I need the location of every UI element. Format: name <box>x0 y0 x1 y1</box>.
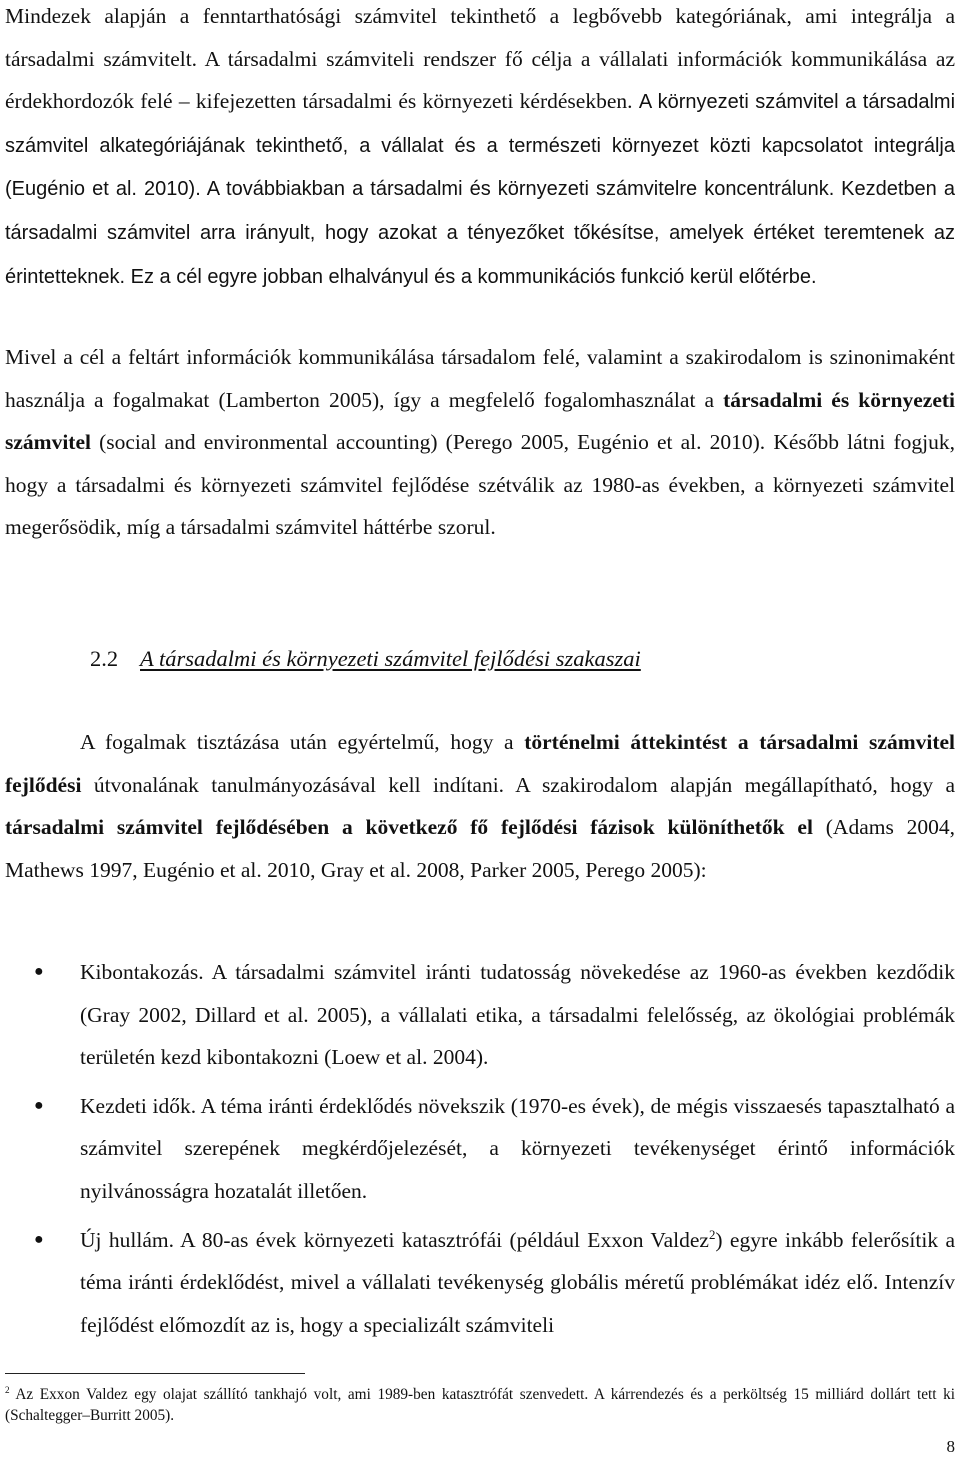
paragraph2-part-b: (social and environmental accounting) (Perego 2005, Eugénio et al. 2010). Később látni fogjuk, hogy a társadalmi és környezeti számvitel fejlődése szétválik az 1980-as években, a környezeti számvitel megerősödik, míg a társadalmi számvitel háttérbe szorul. <box>5 430 955 540</box>
paragraph3-part-c: (Adams 2004, Mathews 1997, Eugénio et al. 2010, Gray et al. 2008, Parker 2005, Perego 2005): <box>5 815 956 882</box>
section-title: A társadalmi és környezeti számvitel fejlődési szakaszai <box>140 646 641 671</box>
paragraph1-part-c: Kezdetben a társadalmi számvitel arra irányult, hogy azokat a tényezőket tőkésítse, amelyek értéket teremtenek az érintetteknek. Ez a cél egyre jobban elhalványul és a kommunikációs funkció kerül előtérbe. <box>5 178 955 288</box>
paragraph-fenntarthatosag <box>5 0 955 298</box>
footnote-text: Az Exxon Valdez egy olajat szállító tankhajó volt, ami 1989-ben katasztrófát szenvedett. A kárrendezés és a perköltség 15 milliárd dollárt tett ki (Schaltegger–Burritt 2005). <box>5 1386 955 1424</box>
paragraph1-part-a: Mindezek alapján a fenntarthatósági számvitel tekinthető a legbővebb kategóriának, ami integrálja a társadalmi számvitelt. A társadalmi számviteli rendszer fő célja a vállalati információk kommunikálása az érdekhordozók felé – kifejezetten társadalmi és környezeti kérdésekben. <box>5 4 955 114</box>
paragraph2-bold-term: társadalmi és környezeti számvitel <box>5 387 956 455</box>
list-item-uj-hullam <box>5 1219 955 1347</box>
footnote-divider <box>5 1373 305 1374</box>
bullet-icon: ● <box>34 963 44 980</box>
footnote-marker: 2 <box>5 1384 10 1395</box>
paragraph-fogalomhasznalat <box>5 336 955 549</box>
footnote <box>5 1384 955 1426</box>
paragraph1-part-b: A környezeti számvitel a társadalmi számvitel alkategóriájának tekinthető, a vállalat és a természeti környezet közti kapcsolatot integrálja (Eugénio et al. 2010). A továbbiakban a társadalmi és környezeti számvitelre koncentrálunk. <box>5 91 956 201</box>
list-item-text: Kezdeti idők. A téma iránti érdeklődés növekszik (1970-es évek), de mégis visszaesés tapasztalható a számvitel szerepének megkérdőjelezését, a környezeti tevékenységet érintő információk nyilvánosságra hozatalát illetően. <box>80 1093 955 1203</box>
page-number: 8 <box>946 1437 955 1456</box>
paragraph3-bold-1: történelmi áttekintést a társadalmi számvitel fejlődési <box>5 730 956 797</box>
bullet-icon: ● <box>34 1096 44 1114</box>
list-item-kezdeti-idok <box>5 1085 955 1213</box>
paragraph2-part-a: Mivel a cél a feltárt információk kommunikálása társadalom felé, valamint a szakirodalom is szinonimaként használja a fogalmakat (Lamberton 2005), így a megfelelő fogalomhasználat a <box>5 345 955 412</box>
paragraph3-part-a: A fogalmak tisztázása után egyértelmű, hogy a <box>80 730 514 754</box>
section-number: 2.2 <box>90 646 119 671</box>
phase-list <box>5 951 955 1352</box>
paragraph3-part-b: útvonalának tanulmányozásával kell indítani. A szakirodalom alapján megállapítható, hogy a <box>93 772 955 797</box>
list-item-text-a: Új hullám. A 80-as évek környezeti katasztrófái (például Exxon Valdez <box>80 1227 709 1252</box>
list-item-text: Kibontakozás. A társadalmi számvitel iránti tudatosság növekedése az 1960-as években kezdődik (Gray 2002, Dillard et al. 2005), a vállalati etika, a társadalmi felelősség, az ökológiai problémák területén kezd kibontakozni (Loew et al. 2004). <box>80 960 955 1070</box>
list-item-kibontakozas <box>5 951 955 1079</box>
list-item-text-b: ) egyre inkább felerősítik a téma iránti érdeklődést, mivel a vállalati tevékenység globális méretű problémákat idéz elő. Intenzív fejlődést előmozdít az is, hogy a specializált számviteli <box>80 1227 956 1337</box>
section-heading <box>90 634 950 684</box>
bullet-icon: ● <box>34 1230 44 1248</box>
paragraph-fejlodesi-fazisok <box>5 721 955 891</box>
footnote-reference: 2 <box>708 1227 716 1242</box>
paragraph3-bold-2: társadalmi számvitel fejlődésében a következő fő fejlődési fázisok különíthetők el <box>5 815 813 840</box>
